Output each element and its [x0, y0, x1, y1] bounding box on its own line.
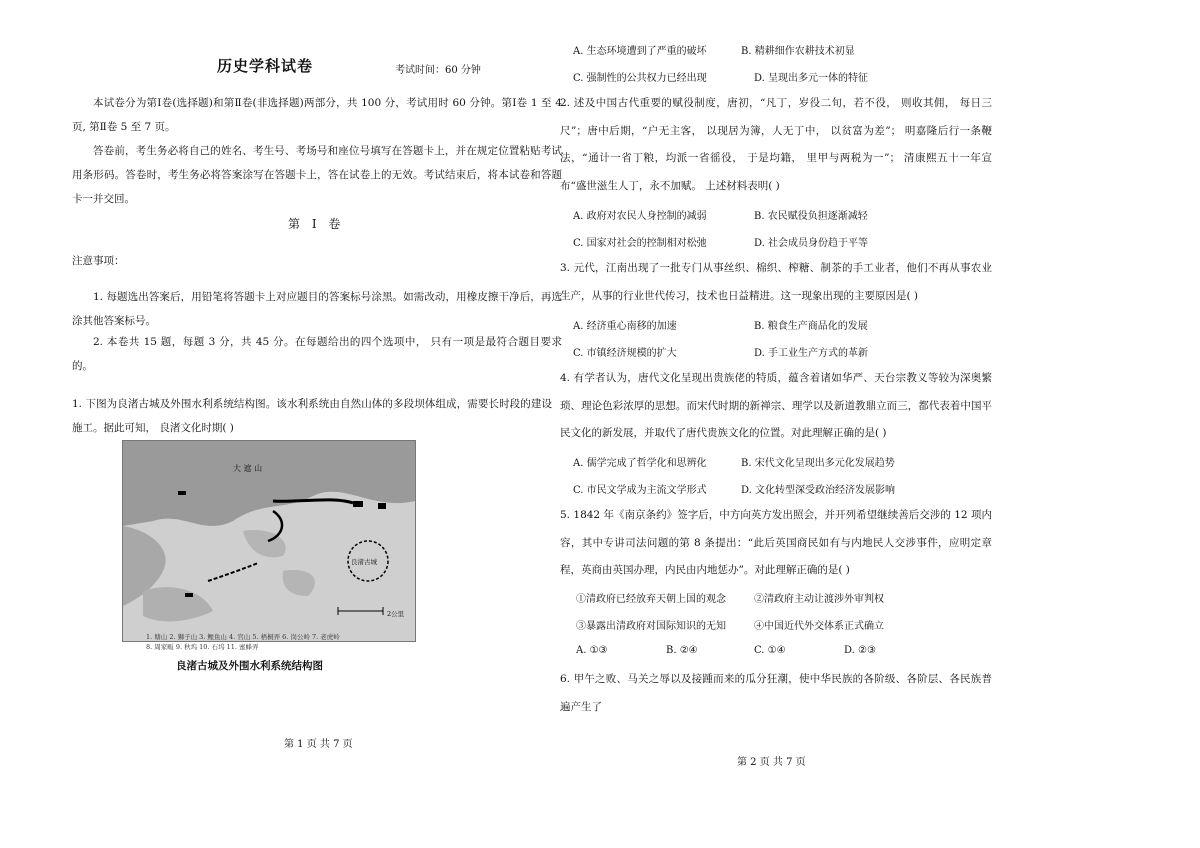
q4-option-b: B. 宋代文化呈现出多元化发展趋势 — [741, 458, 895, 469]
page-footer-left: 第 1 页 共 7 页 — [284, 739, 353, 750]
q1-option-d: D. 呈现出多元一体的特征 — [754, 73, 869, 84]
q3-option-b: B. 粮食生产商品化的发展 — [754, 321, 868, 332]
q3-options-row-1 — [573, 317, 868, 332]
question-6-stem: 6. 甲午之败、马关之辱以及接踵而来的瓜分狂潮，使中华民族的各阶级、各阶层、各民族普遍产生了 — [560, 673, 992, 713]
question-1-stem: 1. 下图为良渚古城及外围水利系统结构图。该水利系统由自然山体的多段坝体组成，需要长时段的建设施工。据此可知， 良渚文化时期( ) — [72, 398, 552, 434]
map-legend — [146, 632, 436, 652]
q5-option-b: B. ②④ — [666, 645, 698, 656]
q3-options-row-2 — [573, 344, 868, 359]
intro-paragraph-1: 本试卷分为第Ⅰ卷(选择题)和第Ⅱ卷(非选择题)两部分，共 100 分，考试用时 60 分钟。第Ⅰ卷 1 至 4 页, 第Ⅱ卷 5 至 7 页。 — [72, 97, 562, 133]
notice-item-2: 2. 本卷共 15 题，每题 3 分，共 45 分。在每题给出的四个选项中， 只有一项是最符合题目要求的。 — [72, 336, 562, 372]
map-scale-label: 2公里 — [387, 610, 405, 618]
q1-option-c: C. 强制性的公共权力已经出现 — [573, 73, 707, 84]
q5-statements-row-1 — [576, 590, 884, 605]
q5-option-d: D. ②③ — [844, 645, 876, 656]
map-legend-line-2: 8. 周家畈 9. 秋坞 10. 石坞 11. 蜜蜂弄 — [146, 643, 259, 651]
question-2-stem: 2. 述及中国古代重要的赋役制度，唐初，“凡丁，岁役二旬，若不役， 则收其佣， 每日三尺”；唐中后期，“户无主客， 以现居为簿，人无丁中， 以贫富为差”； 明嘉隆后行一条鞭法，“通计一省丁粮，均派一省徭役， 于是均籍， 里甲与两税为一”； 清康熙五十一年宣布“盛世滋生人丁，永不加赋。 上述材料表明( ) — [560, 97, 992, 192]
notice-item-1: 1. 每题选出答案后，用铅笔将答题卡上对应题目的答案标号涂黑。如需改动，用橡皮擦干净后，再选涂其他答案标号。 — [72, 291, 562, 327]
q4-options-row-1 — [573, 454, 895, 469]
q3-option-c: C. 市镇经济规模的扩大 — [573, 348, 677, 359]
page-footer-right: 第 2 页 共 7 页 — [737, 757, 806, 768]
q4-option-c: C. 市民文学成为主流文学形式 — [573, 485, 707, 496]
question-4-stem: 4. 有学者认为，唐代文化呈现出贵族佬的特质，蕴含着诸如华严、天台宗教义等较为深奥繁琐、理论色彩浓厚的思想。而宋代时期的新禅宗、理学以及新道教鼎立而三，都代表着中国平民文化的新发展，并取代了唐代贵族文化的位置。对此理解正确的是( ) — [560, 372, 992, 439]
section-title: 第 Ⅰ 卷 — [288, 217, 345, 231]
q4-option-d: D. 文化转型深受政治经济发展影响 — [741, 485, 896, 496]
q1-options-row-2 — [573, 69, 868, 84]
q2-option-b: B. 农民赋役负担逐渐减轻 — [754, 211, 868, 222]
q2-option-a: A. 政府对农民人身控制的减弱 — [573, 211, 707, 222]
map-figure — [122, 440, 416, 642]
map-legend-line-1: 1. 塘山 2. 狮子山 3. 鲤鱼山 4. 官山 5. 梧桐弄 6. 岗公岭 7. 老虎岭 — [146, 633, 340, 641]
q1-options-row-1 — [573, 42, 855, 57]
q1-option-a: A. 生态环境遭到了严重的破坏 — [573, 46, 707, 57]
q5-statement-4: ④中国近代外交体系正式确立 — [754, 621, 884, 632]
map-drawing — [123, 441, 415, 641]
q2-option-c: C. 国家对社会的控制相对松弛 — [573, 238, 707, 249]
q1-option-b: B. 精耕细作农耕技术初显 — [741, 46, 855, 57]
q3-option-d: D. 手工业生产方式的革新 — [754, 348, 869, 359]
q5-option-c: C. ①④ — [754, 645, 786, 656]
notice-heading: 注意事项： — [72, 255, 125, 267]
question-5-stem: 5. 1842 年《南京条约》签字后，中方向英方发出照会，并开列希望继续善后交涉的 12 项内容，其中专讲司法问题的第 8 条提出：“此后英国商民如有与内地民人交涉事件，应明定章程，英商由英国办理，内民由内地惩办”。对此理解正确的是( ) — [560, 509, 992, 576]
map-mountain-label: 大 遮 山 — [233, 464, 263, 473]
q2-options-row-2 — [573, 234, 868, 249]
q4-option-a: A. 儒学完成了哲学化和思辨化 — [573, 458, 707, 469]
exam-time: 考试时间：60 分钟 — [395, 65, 481, 76]
map-caption: 良渚古城及外围水利系统结构图 — [176, 660, 323, 672]
q5-statement-1: ①清政府已经放弃天朝上国的观念 — [576, 594, 726, 605]
q5-statements-row-2 — [576, 617, 884, 632]
q5-option-a: A. ①③ — [576, 645, 608, 656]
map-city-label: 良渚古城 — [351, 558, 377, 566]
q4-options-row-2 — [573, 481, 895, 496]
q2-options-row-1 — [573, 207, 868, 222]
q3-option-a: A. 经济重心南移的加速 — [573, 321, 677, 332]
q5-statement-2: ②清政府主动让渡涉外审判权 — [754, 594, 884, 605]
question-3-stem: 3. 元代，江南出现了一批专门从事丝织、棉织、榨糖、制茶的手工业者，他们不再从事农业生产，从事的行业世代传习，技术也日益精进。这一现象出现的主要原因是( ) — [560, 262, 992, 302]
intro-paragraph-2: 答卷前，考生务必将自己的姓名、考生号、考场号和座位号填写在答题卡上，并在规定位置粘贴考试用条形码。答卷时，考生务必将答案涂写在答题卡上，答在试卷上的无效。考试结束后，将本试卷和答题卡一并交回。 — [72, 145, 562, 205]
page-left — [72, 0, 562, 848]
q5-statement-3: ③暴露出清政府对国际知识的无知 — [576, 621, 726, 632]
page-right — [560, 0, 992, 848]
q2-option-d: D. 社会成员身份趋于平等 — [754, 238, 869, 249]
exam-title: 历史学科试卷 — [217, 57, 314, 75]
q5-options-row — [576, 645, 876, 656]
